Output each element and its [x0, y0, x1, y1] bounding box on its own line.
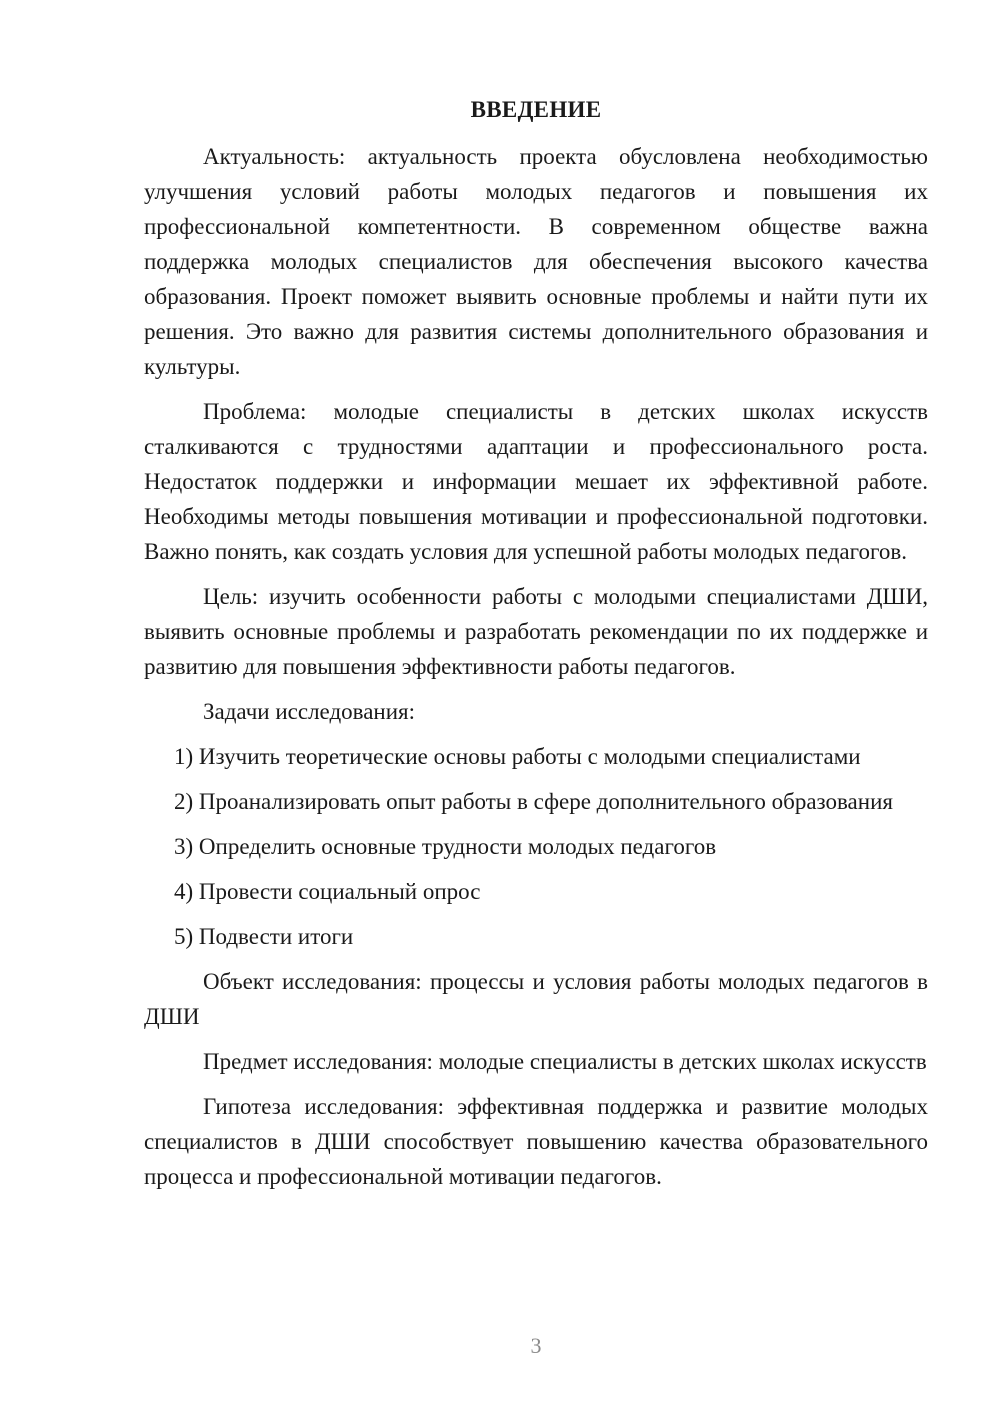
page-title: ВВЕДЕНИЕ [470, 97, 602, 122]
list-item: 3) Определить основные трудности молодых педагогов [174, 834, 717, 859]
subject-paragraph: Предмет исследования: молодые специалисты в детских школах искусств [203, 1049, 927, 1074]
problem-paragraph: Проблема: молодые специалисты в детских школах искусств сталкиваются с трудностями адаптации и профессионального роста. Недостаток поддержки и информации мешает их эффективной работе. Необходимы методы повышения мотивации и профессиональной подготовки. Важно понять, как создать условия для успешной работы молодых педагогов. [144, 399, 928, 564]
relevance-paragraph: Актуальность: актуальность проекта обусловлена необходимостью улучшения условий работы молодых педагогов и повышения их профессиональной компетентности. В современном обществе важна поддержка молодых специалистов для обеспечения высокого качества образования. Проект поможет выявить основные проблемы и найти пути их решения. Это важно для развития системы дополнительного образования и культуры. [144, 144, 928, 379]
list-item: 1) Изучить теоретические основы работы с молодыми специалистами [174, 744, 861, 769]
tasks-list [144, 739, 928, 954]
hypothesis-paragraph: Гипотеза исследования: эффективная поддержка и развитие молодых специалистов в ДШИ способствует повышению качества образовательного процесса и профессиональной мотивации педагогов. [144, 1094, 928, 1189]
list-item: 4) Провести социальный опрос [174, 879, 481, 904]
list-item: 2) Проанализировать опыт работы в сфере дополнительного образования [174, 789, 893, 814]
tasks-heading: Задачи исследования: [203, 699, 416, 724]
goal-paragraph: Цель: изучить особенности работы с молодыми специалистами ДШИ, выявить основные проблемы и разработать рекомендации по их поддержке и развитию для повышения эффективности работы педагогов. [144, 584, 928, 679]
page-number: 3 [530, 1333, 542, 1358]
page-content [144, 92, 928, 1204]
list-item: 5) Подвести итоги [174, 924, 354, 949]
object-paragraph: Объект исследования: процессы и условия работы молодых педагогов в ДШИ [144, 969, 928, 1029]
